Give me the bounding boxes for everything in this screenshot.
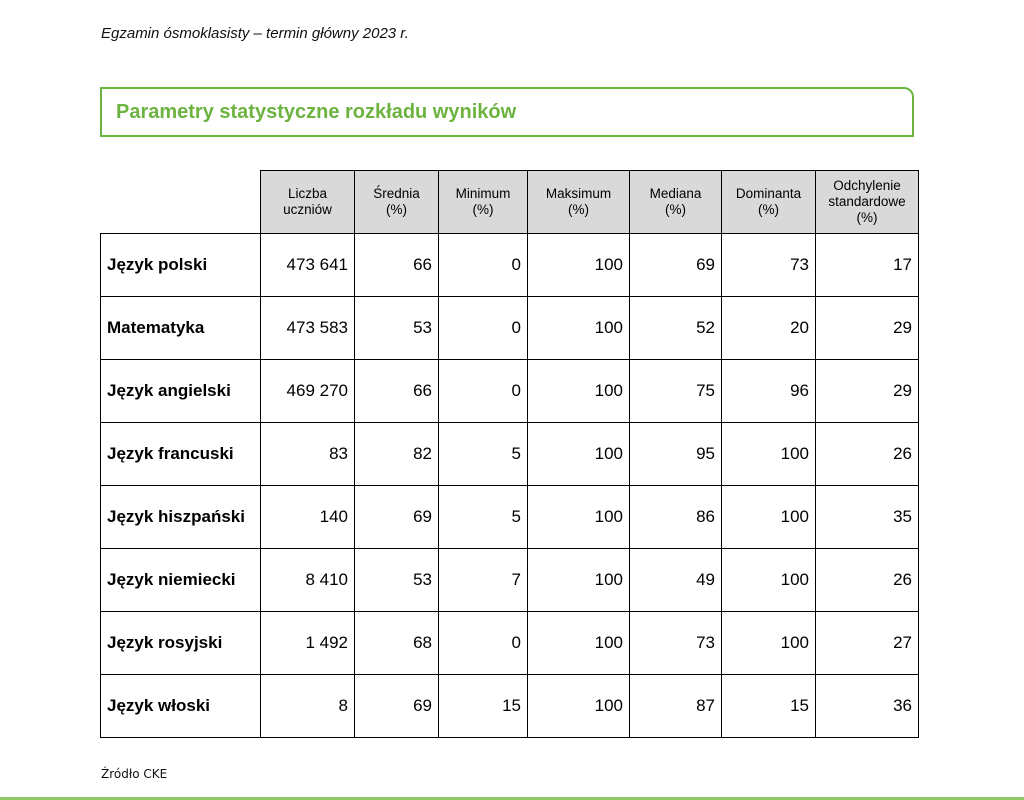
column-header	[439, 171, 528, 234]
value-cell: 473 583	[261, 297, 355, 360]
table-row	[101, 612, 919, 675]
column-header	[722, 171, 816, 234]
column-header-text: (%)	[856, 210, 878, 225]
value-cell: 35	[816, 486, 919, 549]
column-header-text: (%)	[568, 202, 589, 217]
value-cell: 100	[528, 423, 630, 486]
value-cell: 26	[816, 423, 919, 486]
value-cell: 100	[722, 612, 816, 675]
value-cell: 0	[439, 360, 528, 423]
column-header-text: (%)	[386, 202, 407, 217]
value-cell: 20	[722, 297, 816, 360]
statistics-table	[100, 170, 919, 738]
value-cell: 87	[630, 675, 722, 738]
table-row	[101, 360, 919, 423]
table-header-row	[101, 171, 919, 234]
column-header-text: Mediana	[649, 186, 702, 201]
column-header-text: standardowe	[828, 194, 906, 209]
value-cell: 5	[439, 423, 528, 486]
table-row	[101, 486, 919, 549]
column-header-text: Dominanta	[735, 186, 802, 201]
value-cell: 49	[630, 549, 722, 612]
subject-cell: Język rosyjski	[101, 612, 261, 675]
column-header-text: Minimum	[455, 186, 511, 201]
value-cell: 7	[439, 549, 528, 612]
exam-header: Egzamin ósmoklasisty – termin główny 2023 r.	[101, 25, 409, 42]
value-cell: 5	[439, 486, 528, 549]
value-cell: 53	[355, 549, 439, 612]
column-header	[630, 171, 722, 234]
value-cell: 83	[261, 423, 355, 486]
value-cell: 29	[816, 297, 919, 360]
value-cell: 100	[528, 234, 630, 297]
value-cell: 8	[261, 675, 355, 738]
value-cell: 75	[630, 360, 722, 423]
value-cell: 27	[816, 612, 919, 675]
value-cell: 100	[528, 675, 630, 738]
value-cell: 15	[439, 675, 528, 738]
value-cell: 100	[528, 360, 630, 423]
value-cell: 96	[722, 360, 816, 423]
value-cell: 68	[355, 612, 439, 675]
value-cell: 100	[722, 486, 816, 549]
value-cell: 100	[528, 549, 630, 612]
value-cell: 100	[722, 423, 816, 486]
column-header-text: (%)	[665, 202, 686, 217]
subject-cell: Język polski	[101, 234, 261, 297]
value-cell: 8 410	[261, 549, 355, 612]
value-cell: 100	[528, 612, 630, 675]
value-cell: 69	[355, 486, 439, 549]
value-cell: 469 270	[261, 360, 355, 423]
column-header-text: (%)	[758, 202, 779, 217]
value-cell: 86	[630, 486, 722, 549]
column-header-text: (%)	[472, 202, 494, 217]
value-cell: 52	[630, 297, 722, 360]
value-cell: 473 641	[261, 234, 355, 297]
column-header-text: Liczba	[287, 186, 328, 201]
table-corner-cell	[101, 171, 261, 234]
value-cell: 69	[355, 675, 439, 738]
subject-cell: Język francuski	[101, 423, 261, 486]
value-cell: 17	[816, 234, 919, 297]
subject-cell: Język włoski	[101, 675, 261, 738]
section-title: Parametry statystyczne rozkładu wyników	[116, 100, 517, 123]
table-row	[101, 234, 919, 297]
column-header	[355, 171, 439, 234]
source-note: Źródło CKE	[101, 767, 168, 781]
value-cell: 100	[528, 486, 630, 549]
table-row	[101, 549, 919, 612]
table-body	[101, 234, 919, 738]
value-cell: 0	[439, 612, 528, 675]
value-cell: 26	[816, 549, 919, 612]
table-row	[101, 675, 919, 738]
value-cell: 100	[528, 297, 630, 360]
column-header-text: uczniów	[283, 202, 332, 217]
column-header	[816, 171, 919, 234]
value-cell: 66	[355, 234, 439, 297]
value-cell: 73	[722, 234, 816, 297]
column-header-text: Maksimum	[545, 186, 612, 201]
subject-cell: Język angielski	[101, 360, 261, 423]
value-cell: 36	[816, 675, 919, 738]
table-row	[101, 423, 919, 486]
value-cell: 0	[439, 234, 528, 297]
value-cell: 29	[816, 360, 919, 423]
column-header	[528, 171, 630, 234]
value-cell: 69	[630, 234, 722, 297]
value-cell: 73	[630, 612, 722, 675]
value-cell: 95	[630, 423, 722, 486]
value-cell: 0	[439, 297, 528, 360]
value-cell: 82	[355, 423, 439, 486]
column-header	[261, 171, 355, 234]
column-header-text: Średnia	[373, 186, 420, 201]
value-cell: 66	[355, 360, 439, 423]
section-title-box	[100, 87, 914, 137]
value-cell: 100	[722, 549, 816, 612]
column-header-text: Odchylenie	[833, 178, 901, 193]
value-cell: 1 492	[261, 612, 355, 675]
subject-cell: Matematyka	[101, 297, 261, 360]
value-cell: 53	[355, 297, 439, 360]
table-row	[101, 297, 919, 360]
subject-cell: Język hiszpański	[101, 486, 261, 549]
value-cell: 15	[722, 675, 816, 738]
value-cell: 140	[261, 486, 355, 549]
subject-cell: Język niemiecki	[101, 549, 261, 612]
